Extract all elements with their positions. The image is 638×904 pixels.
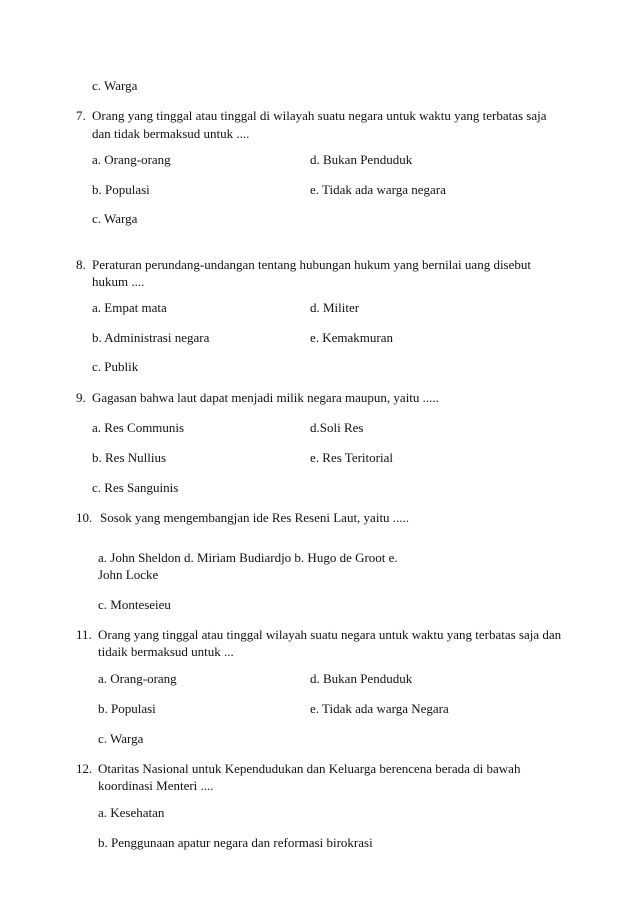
question-11-option-b: b. Populasi bbox=[98, 701, 156, 716]
question-8-number: 8. bbox=[76, 257, 86, 272]
question-12-text-line1: Otaritas Nasional untuk Kependudukan dan Keluarga berencena berada di bawah bbox=[98, 761, 521, 776]
question-10-text-line1: Sosok yang mengembangjan ide Res Reseni Laut, yaitu ..... bbox=[100, 510, 410, 525]
question-11-text-line1: Orang yang tinggal atau tinggal wilayah suatu negara untuk waktu yang terbatas saja dan bbox=[98, 627, 562, 642]
question-7-option-d: d. Bukan Penduduk bbox=[310, 152, 413, 167]
question-12-number: 12. bbox=[76, 761, 93, 776]
question-9-option-c: c. Res Sanguinis bbox=[92, 480, 179, 495]
question-9-option-d: d.Soli Res bbox=[310, 420, 364, 435]
option-c-prev: c. Warga bbox=[92, 78, 138, 93]
question-9-option-b: b. Res Nullius bbox=[92, 450, 167, 465]
question-7-option-b: b. Populasi bbox=[92, 182, 150, 197]
question-9-number: 9. bbox=[76, 390, 86, 405]
question-12-option-b: b. Penggunaan apatur negara dan reformasi birokrasi bbox=[98, 835, 373, 850]
question-10-option-c: c. Monteseieu bbox=[98, 597, 171, 612]
question-7-number: 7. bbox=[76, 108, 86, 123]
question-11-option-c: c. Warga bbox=[98, 731, 144, 746]
question-10-number: 10. bbox=[76, 510, 93, 525]
question-8-option-b: b. Administrasi negara bbox=[92, 330, 210, 345]
question-8-option-c: c. Publik bbox=[92, 359, 139, 374]
question-12-text-line2: koordinasi Menteri .... bbox=[98, 778, 214, 793]
question-7-option-c: c. Warga bbox=[92, 211, 138, 226]
question-7-option-a: a. Orang-orang bbox=[92, 152, 171, 167]
question-12-option-a: a. Kesehatan bbox=[98, 805, 165, 820]
question-11-text-line2: tidaik bermaksud untuk ... bbox=[98, 644, 234, 659]
question-11-option-e: e. Tidak ada warga Negara bbox=[310, 701, 449, 716]
question-8-text-line2: hukum .... bbox=[92, 274, 145, 289]
question-10-options-line2: John Locke bbox=[98, 567, 159, 582]
question-9-option-a: a. Res Communis bbox=[92, 420, 185, 435]
question-7-option-e: e. Tidak ada warga negara bbox=[310, 182, 446, 197]
question-11-option-a: a. Orang-orang bbox=[98, 671, 177, 686]
question-8-option-e: e. Kemakmuran bbox=[310, 330, 394, 345]
question-8-option-d: d. Militer bbox=[310, 300, 360, 315]
question-8-text-line1: Peraturan perundang-undangan tentang hubungan hukum yang bernilai uang disebut bbox=[92, 257, 531, 272]
question-8-option-a: a. Empat mata bbox=[92, 300, 167, 315]
question-7-text-line1: Orang yang tinggal atau tinggal di wilayah suatu negara untuk waktu yang terbatas saja bbox=[92, 108, 547, 123]
question-9-text-line1: Gagasan bahwa laut dapat menjadi milik negara maupun, yaitu ..... bbox=[92, 390, 439, 405]
question-11-number: 11. bbox=[76, 627, 92, 642]
question-7-text-line2: dan tidak bermaksud untuk .... bbox=[92, 126, 250, 141]
question-11-option-d: d. Bukan Penduduk bbox=[310, 671, 413, 686]
question-9-option-e: e. Res Teritorial bbox=[310, 450, 393, 465]
question-10-options-line1: a. John Sheldon d. Miriam Budiardjo b. Hugo de Groot e. bbox=[98, 550, 398, 565]
